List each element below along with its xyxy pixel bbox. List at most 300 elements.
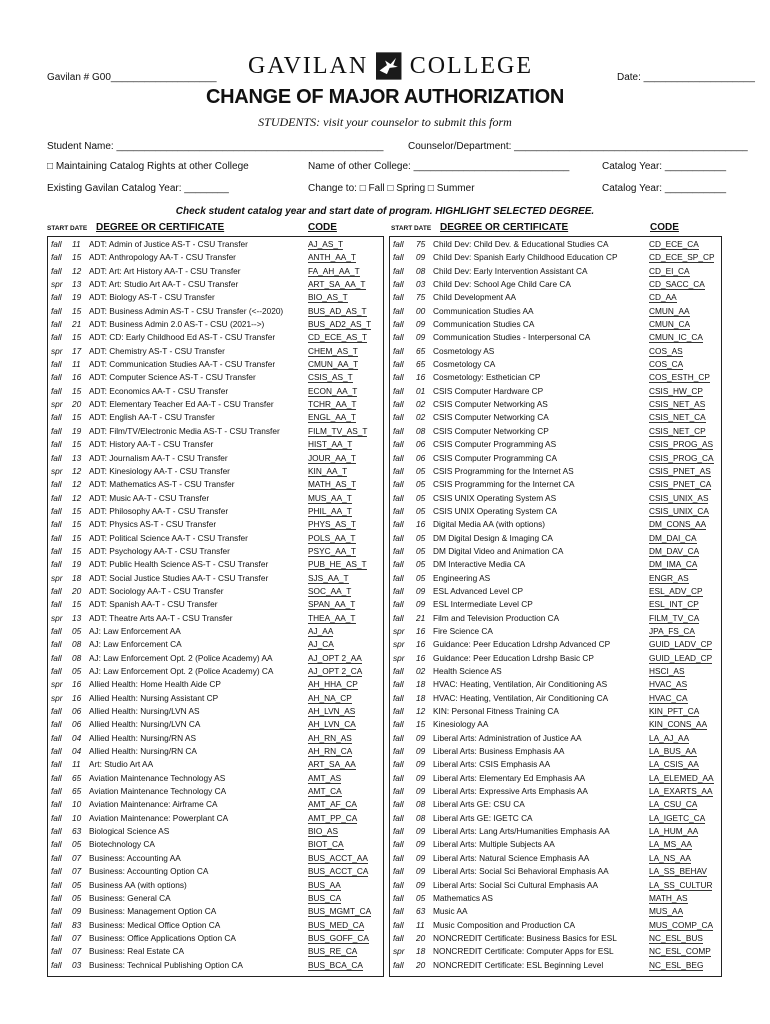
page-subtitle: STUDENTS: visit your counselor to submit this form xyxy=(258,115,512,129)
degree-row[interactable] xyxy=(389,572,720,585)
degree-row[interactable] xyxy=(389,879,720,892)
date-field[interactable]: Date: ____________________ xyxy=(617,72,755,83)
degree-code-cell: JPA_FS_CA xyxy=(649,625,695,636)
term-cell: fall xyxy=(393,666,404,676)
term-cell: spr xyxy=(51,572,63,583)
degree-row[interactable] xyxy=(47,852,382,865)
term-cell: spr xyxy=(393,625,405,636)
degree-row[interactable] xyxy=(47,558,382,571)
degree-row[interactable] xyxy=(47,638,382,651)
degree-row[interactable] xyxy=(389,331,720,344)
term-cell: fall xyxy=(393,252,404,263)
degree-row[interactable] xyxy=(389,251,720,264)
term-cell: fall xyxy=(393,465,404,476)
year-cell: 03 xyxy=(72,959,82,970)
degree-row[interactable] xyxy=(389,959,720,972)
year-cell: 15 xyxy=(72,599,82,610)
degree-row[interactable] xyxy=(389,665,720,678)
year-cell: 12 xyxy=(416,706,426,717)
degree-row[interactable] xyxy=(389,558,720,571)
year-cell: 15 xyxy=(72,439,82,450)
degree-row[interactable] xyxy=(389,411,720,424)
year-cell: 07 xyxy=(72,866,82,877)
degree-code-cell: CD_AA xyxy=(649,292,677,303)
right-header-code: CODE xyxy=(650,222,679,233)
degree-row[interactable] xyxy=(389,732,720,745)
term-cell: fall xyxy=(51,319,62,330)
degree-code-cell: GUID_LADV_CP xyxy=(649,639,713,650)
degree-code-cell: BIOT_CA xyxy=(308,839,344,850)
degree-row[interactable] xyxy=(47,745,382,758)
degree-row[interactable] xyxy=(389,705,720,718)
degree-row[interactable] xyxy=(47,772,382,785)
degree-row[interactable] xyxy=(47,932,382,945)
year-cell: 05 xyxy=(72,666,82,676)
degree-name-cell: NONCREDIT Certificate: Business Basics for ESL xyxy=(433,932,617,943)
degree-row[interactable] xyxy=(389,452,720,465)
degree-row[interactable] xyxy=(389,932,720,945)
degree-row[interactable] xyxy=(47,905,382,918)
degree-row[interactable] xyxy=(47,465,382,478)
term-cell: fall xyxy=(51,305,62,316)
degree-code-cell: FILM_TV_CA xyxy=(649,612,700,623)
year-cell: 08 xyxy=(416,265,426,276)
year-cell: 12 xyxy=(72,465,82,476)
degree-row[interactable] xyxy=(47,798,382,811)
degree-row[interactable] xyxy=(47,358,382,371)
degree-row[interactable] xyxy=(47,505,382,518)
year-cell: 00 xyxy=(416,305,426,316)
degree-code-cell: ESL_INT_CP xyxy=(649,599,699,610)
degree-row[interactable] xyxy=(47,665,382,678)
degree-row[interactable] xyxy=(389,532,720,545)
term-cell: fall xyxy=(393,879,404,890)
degree-name-cell: ADT: Political Science AA-T - CSU Transfer xyxy=(89,532,248,543)
term-cell: fall xyxy=(51,772,62,783)
year-cell: 13 xyxy=(72,452,82,463)
college-logo xyxy=(248,50,533,82)
degree-name-cell: ADT: Computer Science AS-T - CSU Transfer xyxy=(89,372,256,383)
degree-name-cell: Liberal Arts: Natural Science Emphasis AA xyxy=(433,852,590,863)
degree-code-cell: LA_CSIS_AA xyxy=(649,759,699,770)
degree-code-cell: HSCI_AS xyxy=(649,666,685,676)
degree-row[interactable] xyxy=(47,959,382,972)
degree-row[interactable] xyxy=(389,838,720,851)
degree-code-cell: HVAC_AS xyxy=(649,679,688,690)
degree-row[interactable] xyxy=(47,879,382,892)
degree-row[interactable] xyxy=(389,919,720,932)
term-cell: fall xyxy=(51,385,62,396)
term-cell: spr xyxy=(393,946,405,957)
catalog-year-field-2[interactable]: Catalog Year: ___________ xyxy=(602,183,727,194)
left-degree-list xyxy=(47,238,382,972)
counselor-field[interactable]: Counselor/Department: __________________________________________ xyxy=(408,141,748,152)
degree-code-cell: LA_SS_CULTUR xyxy=(649,879,713,890)
year-cell: 16 xyxy=(72,692,82,703)
degree-row[interactable] xyxy=(47,492,382,505)
logo-word-left: GAVILAN xyxy=(248,52,369,79)
degree-code-cell: LA_AJ_AA xyxy=(649,732,690,743)
degree-row[interactable] xyxy=(47,278,382,291)
degree-row[interactable] xyxy=(389,612,720,625)
degree-row[interactable] xyxy=(47,331,382,344)
degree-row[interactable] xyxy=(389,425,720,438)
term-cell: fall xyxy=(393,746,404,757)
degree-name-cell: CSIS Programming for the Internet AS xyxy=(433,465,574,476)
degree-row[interactable] xyxy=(47,919,382,932)
degree-row[interactable] xyxy=(389,291,720,304)
degree-row[interactable] xyxy=(389,358,720,371)
year-cell: 09 xyxy=(416,746,426,757)
existing-catalog-year-field[interactable]: Existing Gavilan Catalog Year: ________ xyxy=(47,183,229,194)
degree-row[interactable] xyxy=(389,585,720,598)
degree-row[interactable] xyxy=(47,452,382,465)
year-cell: 11 xyxy=(72,759,81,770)
degree-row[interactable] xyxy=(389,385,720,398)
degree-row[interactable] xyxy=(47,371,382,384)
year-cell: 09 xyxy=(416,826,426,837)
year-cell: 15 xyxy=(72,305,82,316)
degree-row[interactable] xyxy=(389,318,720,331)
degree-row[interactable] xyxy=(47,265,382,278)
term-cell: fall xyxy=(393,519,404,530)
degree-code-cell: ENGR_AS xyxy=(649,572,689,583)
term-cell: fall xyxy=(51,439,62,450)
degree-code-cell: AMT_AS xyxy=(308,772,342,783)
degree-name-cell: CSIS Computer Hardware CP xyxy=(433,385,544,396)
year-cell: 06 xyxy=(416,452,426,463)
degree-code-cell: CSIS_PROG_CA xyxy=(649,452,714,463)
term-cell: fall xyxy=(51,505,62,516)
degree-code-cell: AH_LVN_AS xyxy=(308,706,356,717)
degree-row[interactable] xyxy=(47,865,382,878)
year-cell: 65 xyxy=(72,786,82,797)
degree-name-cell: ADT: Art: Art History AA-T - CSU Transfer xyxy=(89,265,241,276)
degree-row[interactable] xyxy=(47,425,382,438)
term-cell: fall xyxy=(51,946,62,957)
year-cell: 11 xyxy=(72,239,81,249)
degree-row[interactable] xyxy=(389,798,720,811)
degree-row[interactable] xyxy=(389,278,720,291)
year-cell: 06 xyxy=(72,706,82,717)
term-cell: fall xyxy=(51,719,62,730)
term-cell: fall xyxy=(393,759,404,770)
year-cell: 09 xyxy=(416,786,426,797)
degree-row[interactable] xyxy=(47,758,382,771)
change-to-term-checkboxes[interactable]: Change to: □ Fall □ Spring □ Summer xyxy=(308,183,475,194)
degree-name-cell: Liberal Arts GE: IGETC CA xyxy=(433,812,533,823)
degree-row[interactable] xyxy=(389,812,720,825)
degree-row[interactable] xyxy=(389,398,720,411)
degree-row[interactable] xyxy=(389,905,720,918)
term-cell: fall xyxy=(51,372,62,383)
degree-code-cell: PUB_HE_AS_T xyxy=(308,559,367,570)
degree-code-cell: BUS_MED_CA xyxy=(308,919,365,930)
degree-name-cell: Liberal Arts: Social Sci Cultural Emphasis AA xyxy=(433,879,599,890)
term-cell: fall xyxy=(393,452,404,463)
year-cell: 12 xyxy=(72,265,82,276)
degree-code-cell: AH_NA_CP xyxy=(308,692,352,703)
degree-row[interactable] xyxy=(47,838,382,851)
maintaining-rights-checkbox[interactable]: □ Maintaining Catalog Rights at other College xyxy=(47,161,249,172)
degree-code-cell: DM_DAV_CA xyxy=(649,545,700,556)
year-cell: 08 xyxy=(72,652,82,663)
term-cell: fall xyxy=(51,799,62,810)
other-college-field[interactable]: Name of other College: ____________________________ xyxy=(308,161,570,172)
degree-row[interactable] xyxy=(389,345,720,358)
degree-row[interactable] xyxy=(389,652,720,665)
year-cell: 20 xyxy=(72,585,82,596)
degree-row[interactable] xyxy=(47,572,382,585)
degree-row[interactable] xyxy=(47,705,382,718)
degree-name-cell: ADT: Kinesiology AA-T - CSU Transfer xyxy=(89,465,230,476)
degree-row[interactable] xyxy=(389,518,720,531)
year-cell: 07 xyxy=(72,946,82,957)
degree-row[interactable] xyxy=(47,785,382,798)
year-cell: 11 xyxy=(72,359,81,370)
degree-row[interactable] xyxy=(47,598,382,611)
degree-row[interactable] xyxy=(47,612,382,625)
degree-name-cell: CSIS UNIX Operating System CA xyxy=(433,505,558,516)
degree-row[interactable] xyxy=(389,692,720,705)
degree-row[interactable] xyxy=(389,852,720,865)
degree-row[interactable] xyxy=(389,825,720,838)
degree-row[interactable] xyxy=(389,678,720,691)
degree-row[interactable] xyxy=(389,625,720,638)
degree-name-cell: ADT: Public Health Science AS-T - CSU Transfer xyxy=(89,559,269,570)
degree-code-cell: ART_SA_AA_T xyxy=(308,279,366,290)
year-cell: 04 xyxy=(72,732,82,743)
degree-row[interactable] xyxy=(47,945,382,958)
degree-code-cell: HIST_AA_T xyxy=(308,439,353,450)
degree-row[interactable] xyxy=(389,478,720,491)
degree-name-cell: Communication Studies AA xyxy=(433,305,534,316)
year-cell: 17 xyxy=(72,345,82,356)
term-cell: fall xyxy=(393,866,404,877)
degree-code-cell: DM_IMA_CA xyxy=(649,559,698,570)
degree-name-cell: Business: Real Estate CA xyxy=(89,946,184,957)
degree-code-cell: MUS_COMP_CA xyxy=(649,919,714,930)
degree-row[interactable] xyxy=(47,692,382,705)
degree-row[interactable] xyxy=(389,438,720,451)
degree-row[interactable] xyxy=(47,812,382,825)
degree-name-cell: Aviation Maintenance Technology CA xyxy=(89,786,227,797)
term-cell: fall xyxy=(393,305,404,316)
degree-row[interactable] xyxy=(47,385,382,398)
degree-name-cell: ADT: Art: Studio Art AA-T - CSU Transfer xyxy=(89,279,239,290)
year-cell: 09 xyxy=(416,732,426,743)
year-cell: 09 xyxy=(416,332,426,343)
degree-row[interactable] xyxy=(389,265,720,278)
degree-row[interactable] xyxy=(389,305,720,318)
term-cell: fall xyxy=(393,692,404,703)
year-cell: 16 xyxy=(416,652,426,663)
degree-code-cell: CD_ECE_CA xyxy=(649,239,699,249)
degree-row[interactable] xyxy=(47,251,382,264)
degree-row[interactable] xyxy=(389,371,720,384)
degree-code-cell: MUS_AA_T xyxy=(308,492,352,503)
year-cell: 09 xyxy=(416,252,426,263)
degree-code-cell: BUS_AA xyxy=(308,879,341,890)
term-cell: fall xyxy=(51,732,62,743)
year-cell: 05 xyxy=(416,572,426,583)
page-title: CHANGE OF MAJOR AUTHORIZATION xyxy=(206,86,564,108)
degree-code-cell: ENGL_AA_T xyxy=(308,412,356,423)
degree-row[interactable] xyxy=(389,505,720,518)
degree-name-cell: ADT: Philosophy AA-T - CSU Transfer xyxy=(89,505,229,516)
term-cell: fall xyxy=(393,385,404,396)
term-cell: fall xyxy=(393,812,404,823)
degree-name-cell: ADT: Chemistry AS-T - CSU Transfer xyxy=(89,345,225,356)
degree-name-cell: ESL Advanced Level CP xyxy=(433,585,524,596)
year-cell: 15 xyxy=(416,719,426,730)
term-cell: spr xyxy=(51,279,63,290)
degree-code-cell: LA_EXARTS_AA xyxy=(649,786,713,797)
degree-name-cell: AJ: Law Enforcement Opt. 2 (Police Academy) AA xyxy=(89,652,273,663)
year-cell: 15 xyxy=(72,252,82,263)
degree-name-cell: CSIS Computer Programming AS xyxy=(433,439,557,450)
year-cell: 16 xyxy=(416,519,426,530)
degree-row[interactable] xyxy=(47,305,382,318)
degree-row[interactable] xyxy=(389,545,720,558)
degree-name-cell: Kinesiology AA xyxy=(433,719,489,730)
degree-row[interactable] xyxy=(389,598,720,611)
degree-name-cell: Music AA xyxy=(433,906,468,917)
term-cell: fall xyxy=(393,372,404,383)
degree-name-cell: Guidance: Peer Education Ldrshp Basic CP xyxy=(433,652,594,663)
degree-row[interactable] xyxy=(47,625,382,638)
degree-row[interactable] xyxy=(389,865,720,878)
degree-code-cell: NC_ESL_BUS xyxy=(649,932,703,943)
degree-row[interactable] xyxy=(389,638,720,651)
term-cell: fall xyxy=(51,639,62,650)
year-cell: 20 xyxy=(72,399,82,410)
degree-row[interactable] xyxy=(47,345,382,358)
degree-row[interactable] xyxy=(389,492,720,505)
degree-row[interactable] xyxy=(47,825,382,838)
degree-row[interactable] xyxy=(47,291,382,304)
year-cell: 02 xyxy=(416,666,426,676)
degree-row[interactable] xyxy=(47,238,382,251)
year-cell: 20 xyxy=(416,959,426,970)
year-cell: 09 xyxy=(416,772,426,783)
degree-row[interactable] xyxy=(47,438,382,451)
gavilan-id-field[interactable]: Gavilan # G00___________________ xyxy=(47,72,217,83)
degree-code-cell: CMUN_IC_CA xyxy=(649,332,703,343)
degree-code-cell: AMT_AF_CA xyxy=(308,799,357,810)
term-cell: fall xyxy=(51,425,62,436)
year-cell: 15 xyxy=(72,332,82,343)
year-cell: 05 xyxy=(416,479,426,490)
degree-code-cell: AH_HHA_CP xyxy=(308,679,358,690)
degree-row[interactable] xyxy=(389,785,720,798)
year-cell: 05 xyxy=(72,839,82,850)
right-header-start-date: START DATE xyxy=(391,225,432,232)
degree-name-cell: Liberal Arts: Elementary Ed Emphasis AA xyxy=(433,772,586,783)
term-cell: fall xyxy=(51,879,62,890)
term-cell: fall xyxy=(393,572,404,583)
degree-code-cell: CD_SACC_CA xyxy=(649,279,705,290)
term-cell: fall xyxy=(51,265,62,276)
degree-name-cell: Child Dev: Spanish Early Childhood Education CP xyxy=(433,252,618,263)
degree-code-cell: CSIS_PNET_CA xyxy=(649,479,712,490)
degree-row[interactable] xyxy=(389,238,720,251)
term-cell: fall xyxy=(393,359,404,370)
degree-row[interactable] xyxy=(47,892,382,905)
term-cell: fall xyxy=(393,826,404,837)
degree-row[interactable] xyxy=(47,411,382,424)
term-cell: fall xyxy=(393,319,404,330)
degree-name-cell: KIN: Personal Fitness Training CA xyxy=(433,706,559,717)
degree-row[interactable] xyxy=(389,772,720,785)
degree-name-cell: Liberal Arts: Social Sci Behavioral Emphasis AA xyxy=(433,866,609,877)
degree-name-cell: ADT: Communication Studies AA-T - CSU Transfer xyxy=(89,359,276,370)
degree-row[interactable] xyxy=(47,678,382,691)
term-cell: fall xyxy=(393,906,404,917)
degree-name-cell: DM Digital Video and Animation CA xyxy=(433,545,564,556)
degree-row[interactable] xyxy=(389,758,720,771)
degree-row[interactable] xyxy=(389,465,720,478)
degree-row[interactable] xyxy=(47,652,382,665)
catalog-year-field-1[interactable]: Catalog Year: ___________ xyxy=(602,161,727,172)
year-cell: 09 xyxy=(416,866,426,877)
degree-code-cell: CMUN_CA xyxy=(649,319,691,330)
degree-code-cell: MATH_AS xyxy=(649,892,688,903)
term-cell: fall xyxy=(51,492,62,503)
degree-row[interactable] xyxy=(389,718,720,731)
degree-code-cell: PHYS_AS_T xyxy=(308,519,356,530)
degree-code-cell: AJ_OPT 2_AA xyxy=(308,652,362,663)
degree-row[interactable] xyxy=(389,892,720,905)
degree-code-cell: CSIS_AS_T xyxy=(308,372,353,383)
degree-row[interactable] xyxy=(389,745,720,758)
year-cell: 01 xyxy=(416,385,426,396)
degree-name-cell: Child Dev: School Age Child Care CA xyxy=(433,279,571,290)
degree-name-cell: CSIS Computer Programming CA xyxy=(433,452,558,463)
student-name-field[interactable]: Student Name: ________________________________________________ xyxy=(47,141,384,152)
degree-name-cell: Music Composition and Production CA xyxy=(433,919,576,930)
year-cell: 05 xyxy=(416,545,426,556)
year-cell: 13 xyxy=(72,612,82,623)
degree-row[interactable] xyxy=(47,585,382,598)
degree-row[interactable] xyxy=(47,398,382,411)
degree-row[interactable] xyxy=(47,518,382,531)
year-cell: 83 xyxy=(72,919,82,930)
year-cell: 09 xyxy=(416,759,426,770)
degree-name-cell: ADT: Mathematics AS-T - CSU Transfer xyxy=(89,479,235,490)
degree-name-cell: ADT: Business Admin 2.0 AS-T - CSU (2021-->) xyxy=(89,319,265,330)
degree-row[interactable] xyxy=(47,718,382,731)
degree-row[interactable] xyxy=(389,945,720,958)
year-cell: 10 xyxy=(72,799,82,810)
year-cell: 05 xyxy=(416,559,426,570)
degree-row[interactable] xyxy=(47,318,382,331)
degree-row[interactable] xyxy=(47,732,382,745)
degree-name-cell: Business: General CA xyxy=(89,892,171,903)
degree-name-cell: Allied Health: Nursing/RN CA xyxy=(89,746,197,757)
degree-name-cell: Liberal Arts: Lang Arts/Humanities Emphasis AA xyxy=(433,826,610,837)
term-cell: fall xyxy=(393,772,404,783)
degree-row[interactable] xyxy=(47,532,382,545)
term-cell: fall xyxy=(393,599,404,610)
term-cell: fall xyxy=(393,545,404,556)
year-cell: 65 xyxy=(72,772,82,783)
degree-name-cell: Aviation Maintenance: Airframe CA xyxy=(89,799,218,810)
term-cell: spr xyxy=(51,692,63,703)
degree-row[interactable] xyxy=(47,545,382,558)
degree-row[interactable] xyxy=(47,478,382,491)
degree-name-cell: HVAC: Heating, Ventilation, Air Conditioning CA xyxy=(433,692,609,703)
